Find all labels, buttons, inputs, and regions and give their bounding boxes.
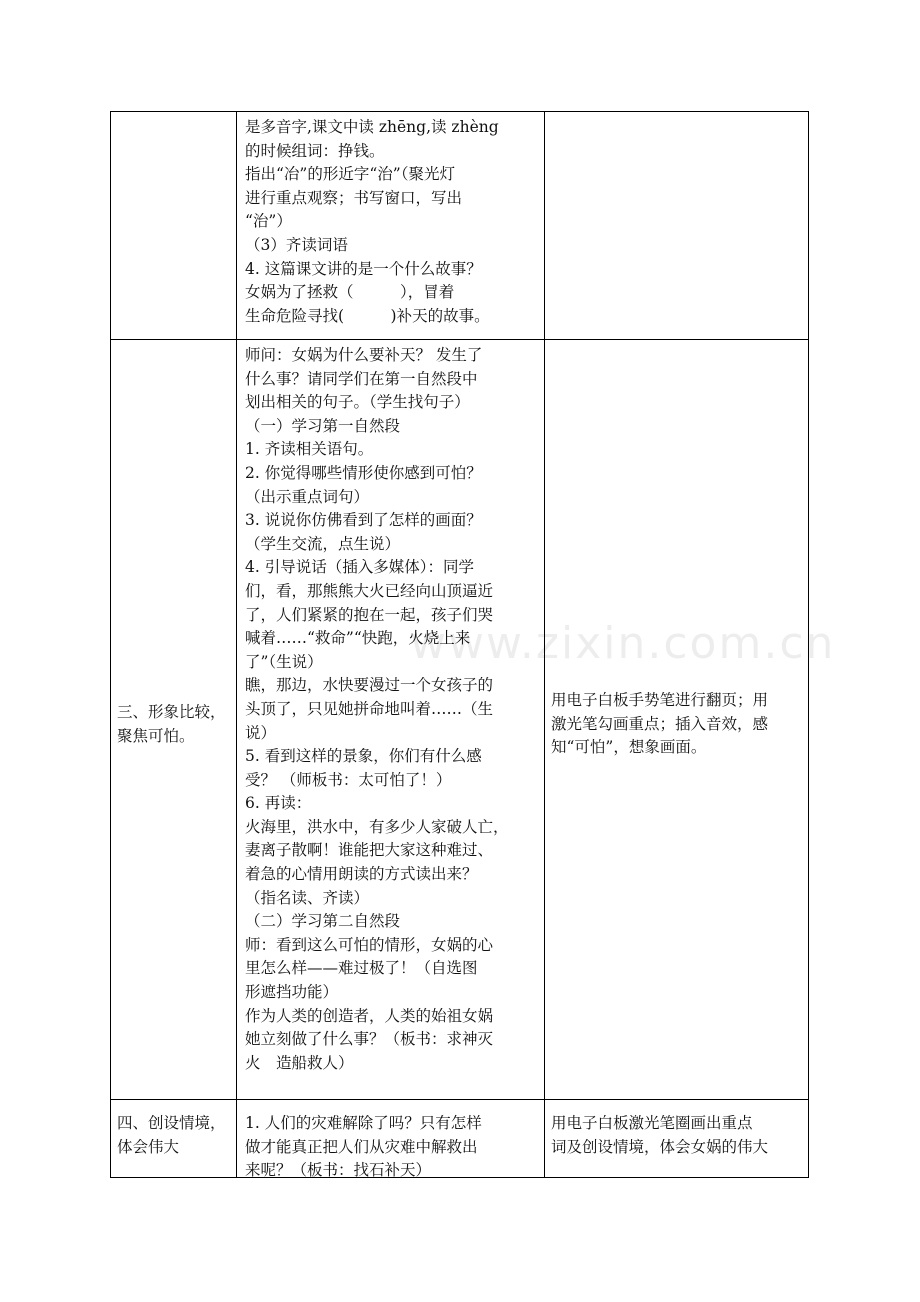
text-line: 体会伟大 (117, 1137, 180, 1156)
text-line: （二）学习第二自然段 (245, 912, 401, 931)
content-cell (237, 1100, 544, 1180)
watermark: www.zixin.com.cn (410, 618, 836, 669)
text-line: 三、形象比较， (117, 702, 226, 721)
text-line: 指出“冶”的形近字“治”（聚光灯 (245, 165, 455, 184)
text-line: 作为人类的创造者，人类的始祖女娲 (245, 1006, 494, 1025)
table-row (111, 1100, 808, 1180)
content-cell (237, 340, 544, 1099)
text-line: 知“可怕”，想象画面。 (551, 738, 707, 757)
text-line: 四、创设情境， (117, 1114, 226, 1132)
text-line: 词及创设情境，体会女娲的伟大 (551, 1137, 769, 1156)
text-line: 4. 引导说话（插入多媒体）：同学 (245, 558, 474, 577)
text-line: 4. 这篇课文讲的是一个什么故事？ (245, 259, 482, 278)
text-line: 瞧，那边，水快要漫过一个女孩子的 (245, 676, 494, 695)
text-line: 聚焦可怕。 (117, 726, 195, 745)
text-line: （一）学习第一自然段 (245, 416, 401, 435)
content-cell (237, 112, 544, 339)
text-line: 她立刻做了什么事？（板书：求神灭 (245, 1030, 494, 1049)
text-line: 5. 看到这样的景象，你们有什么感 (245, 747, 482, 766)
text-line: 女娲为了拯救（ ），冒着 (245, 283, 455, 302)
text-line: 形遮挡功能） (245, 983, 339, 1002)
text-line: 了，人们紧紧的抱在一起，孩子们哭 (245, 605, 494, 624)
table-row (111, 340, 808, 1100)
text-line: （3）齐读词语 (245, 235, 348, 254)
text-line: 的时候组词：挣钱。 (245, 141, 385, 160)
tech-cell (545, 1100, 808, 1177)
text-line: 师问：女娲为什么要补天？ 发生了 (245, 346, 483, 364)
stage-cell (111, 340, 236, 1099)
lesson-plan-table (110, 111, 809, 1178)
text-line: 来呢？（板书：找石补天） (245, 1161, 432, 1180)
text-line: 着急的心情用朗读的方式读出来？ (245, 865, 478, 884)
text-line: 说） (245, 723, 277, 742)
text-line: 做才能真正把人们从灾难中解救出 (245, 1137, 478, 1156)
text-line: 火 造船救人） (245, 1053, 354, 1072)
text-line: 是多音字,课文中读 zhēng,读 zhèng (245, 118, 499, 136)
text-line: 划出相关的句子。（学生找句子） (245, 393, 470, 412)
text-line: （出示重点词句） (245, 487, 370, 506)
text-line: 激光笔勾画重点；插入音效，感 (551, 714, 769, 733)
tech-cell (545, 112, 808, 339)
text-line: 什么事？请同学们在第一自然段中 (245, 369, 478, 388)
text-line: （学生交流，点生说） (245, 534, 401, 553)
text-line: 里怎么样——难过极了！（自选图 (245, 959, 478, 978)
stage-cell (111, 1100, 236, 1177)
text-line: 用电子白板手势笔进行翻页；用 (551, 691, 769, 710)
text-line: 们，看，那熊熊大火已经向山顶逼近 (245, 581, 494, 600)
text-line: 2. 你觉得哪些情形使你感到可怕？ (245, 463, 482, 482)
text-line: 1. 人们的灾难解除了吗？只有怎样 (245, 1114, 482, 1132)
table-row (111, 112, 808, 340)
text-line: 了”（生说） (245, 652, 323, 671)
text-line: 喊着……“救命”“快跑，火烧上来 (245, 629, 471, 648)
text-line: 头顶了，只见她拼命地叫着……（生 (245, 699, 494, 718)
tech-cell (545, 340, 808, 1099)
text-line: （指名读、齐读） (245, 888, 370, 907)
text-line: 受？ （师板书：太可怕了！） (245, 770, 452, 789)
text-line: 进行重点观察；书写窗口，写出 (245, 188, 463, 207)
stage-cell (111, 112, 236, 339)
text-line: 妻离子散啊！谁能把大家这种难过、 (245, 841, 494, 860)
text-line: 3. 说说你仿佛看到了怎样的画面？ (245, 511, 482, 530)
text-line: 生命危险寻找( )补天的故事。 (245, 306, 490, 325)
text-line: 6. 再读： (245, 794, 312, 813)
text-line: 师：看到这么可怕的情形，女娲的心 (245, 935, 494, 954)
text-line: 用电子白板激光笔圈画出重点 (551, 1114, 753, 1132)
text-line: 火海里，洪水中，有多少人家破人亡， (245, 817, 509, 836)
text-line: 1. 齐读相关语句。 (245, 440, 374, 459)
text-line: “治”） (245, 212, 292, 231)
